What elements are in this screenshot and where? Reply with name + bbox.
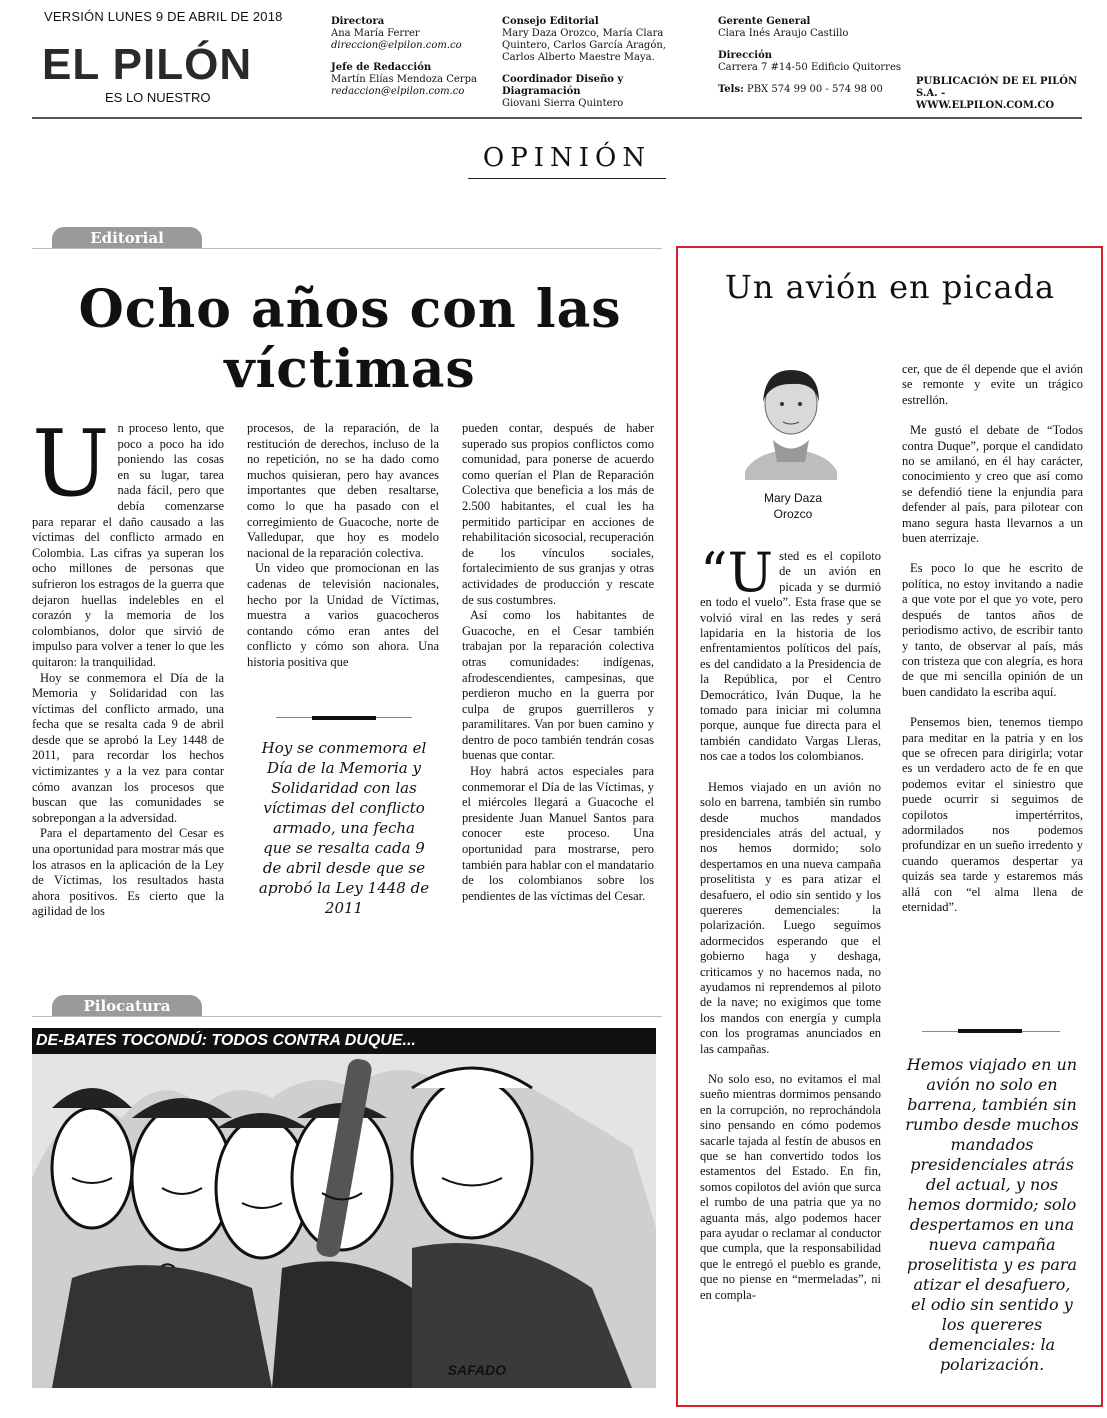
paragraph: Hemos viajado en un avión no solo en barrena, también sin rumbo desde muchos mandados presidenciales atrás del actual, y nos hemos dormido; solo despertamos en una nueva campaña proselitista y es para atizar el desafuero, el odio sin sentido y los quereres demenciales: la polarización. Luego seguimos adormecidos esperando que el gobierno haga y deshaga, criticamos y no hacemos nada, no ayudamos ni reprendemos al piloto de la nave; no exigimos que tome los mandos con energía y cumpla con los programas anunciados en las campañas. [700,779,881,1056]
paragraph: Pensemos bien, tenemos tiempo para meditar en la patria y en los que se ofrecen para dirigirla; votar es un verdadero acto de fe en que podemos evitar el siniestro que puede ocurrir si seguimos de copilotos impertérritos, adormilados nos podemos profundizar en un sueño irredento y cuando queramos despertar ya quizás sea tarde y estaremos más allá con “el alma llena de eternidad”. [902,715,1083,914]
staff-label: Tels: [718,84,744,95]
staff-name: Quintero, Carlos García Aragón, [502,40,666,51]
author-last: Orozco [773,507,813,521]
author-photo [745,362,837,480]
section-rule [468,178,666,179]
staff-consejo [502,16,692,110]
political-cartoon [32,1028,656,1388]
staff-label: Gerente General [718,16,811,27]
paragraph: pueden contar, después de haber superado sus propios conflictos como comunidad, para ponerse de acuerdo como querían el Plan de Reparación Colectiva que beneficia a los más de 2.500 habitantes, el cual les ha permitido participar en acciones de rehabilitación sicosocial, recuperación de los vínculos sociales, fortalecimiento de sus granjas y otras actividades de producción y rescate de sus costumbres. [462,421,654,607]
address: Carrera 7 #14-50 Edificio Quitorres [718,62,901,73]
staff-label: Jefe de Redacción [331,62,432,73]
paragraph: Hoy habrá actos especiales para conmemorar el Día de las Víctimas, y el miércoles llegará a Guacoche el presidente Juan Manuel Santos para conocer este proceso. Una oportunidad para mostrarse, pero también para hablar con el mandatario de los colombianos sobre los pendientes de las víctimas del Cesar. [462,764,654,903]
editorial-pullquote: Hoy se conmemora el Día de la Memoria y Solidaridad con las víctimas del conflicto armado, una fecha que se resalta cada 9 de abril desde que se aprobó la Ley 1448 de 2011 [258,739,430,917]
tag-rule [32,248,662,249]
tag-rule [32,1016,662,1017]
newspaper-slogan: ES LO NUESTRO [105,90,211,105]
staff-email: direccion@elpilon.com.co [331,40,462,51]
cartoon-illustration [32,1028,656,1388]
staff-name: Giovani Sierra Quintero [502,98,624,109]
editorial-column-1 [32,410,224,920]
author-first: Mary Daza [763,491,822,505]
staff-label: Directora [331,16,385,27]
paragraph: sted es el copiloto de un avión en picada y se durmió en todo el vuelo”. Esta frase que se volvió viral en las redes y será lapidaria en la historia de los enfrentamientos políticos del país, es del candidato a la Presidencia de la República, por el Centro Democrático, Iván Duque, la he tomado para iniciar mi columna porque, aunque fue directa para el también candidato Vargas Lleras, nos cae a todos los colombianos. [700,549,881,764]
staff-name: Martín Elías Mendoza Cerpa [331,74,477,85]
column-left-text [700,541,881,1318]
cartoon-tag: Pilocatura [52,995,202,1017]
paragraph: No solo eso, no evitamos el mal sueño mientras dormimos pensando en la corrupción, no reprochándola sino pensando en cómo podemos sacarle tajada al festín de abusos en que se han convertido todos los estamentos del Estado. En fin, somos copilotos del avión que surca el rumbo de una patria que ya no aguanta más, algo podemos hacer para ayudar o reclamar al conductor que cumpla, que la responsabilidad que le entregó el pueblo es grande, que no piense en “mermeladas”, ni en compla- [700,1072,881,1302]
paragraph: Así como los habitantes de Guacoche, en el Cesar también trabajan por la reparación colectiva otras comunidades: indígenas, afrodescendientes, campesinas, que perdieron mucho en la guerra por culpa de grupos guerrilleros y paramilitares. Van por buen camino y dentro de poco también tendrán cosas buenas que contar. [462,608,654,763]
paragraph: Un video que promocionan en las cadenas de televisión nacionales, hecho por la Unidad de Víctimas, muestra a varios guacocheros contando cómo eran antes del conflicto y cómo son ahora. Una historia positiva que [247,561,439,669]
edition-date: VERSIÓN LUNES 9 DE ABRIL DE 2018 [44,9,283,24]
paragraph: Me gustó el debate de “Todos contra Duque”, porque el candidato no se amilanó, en él hay carácter, conocimiento y creo que así como se defendió tiene la enjundia para defender al país, para pilotear con mano segura hasta llevarnos a un buen aterrizaje. [902,423,1083,546]
editorial-headline: Ocho años con las víctimas [78,279,622,400]
drop-cap: U [32,410,110,517]
publisher-info [916,76,1086,112]
cartoon-title: DE-BATES TOCONDÚ: TODOS CONTRA DUQUE... [32,1028,656,1054]
staff-label: Dirección [718,50,773,61]
paragraph: n proceso lento, que poco a poco ha ido poniendo las cosas en su lugar, tarea nada fácil, pero que debía comenzarse para reparar el daño causado a las víctimas del conflicto armado en Colombia. Las cifras ya superan los ocho millones de personas que sufrieron los estragos de la guerra que dejaron huellas indelebles en el corazón y la memoria de los colombianos, dolor que sirvió de impulso para volver a tener lo que les quitaron: la tranquilidad. [32,421,224,669]
pullquote-bar [958,1029,1022,1033]
staff-email: redaccion@elpilon.com.co [331,86,465,97]
paragraph: Hoy se conmemora el Día de la Memoria y Solidaridad con las víctimas del conflicto armado, una fecha que se resalta cada 9 de abril desde que se aprobó la Ley 1448 de 2011, para recordar los hechos victimizantes y a la vez para contar cómo avanzan los procesos que buscan que las comunidades se sobrepongan a la adversidad. [32,670,224,825]
staff-name: Carlos Alberto Maestre Maya. [502,52,655,63]
cartoonist-signature: SAFADO [447,1362,506,1378]
column-right-text [902,362,1083,930]
paragraph: Para el departamento del Cesar es una oportunidad para mostrar más que los atrasos en la aplicación de la Ley de Víctimas, los resultados hasta ahora positivos. Es cierto que la agilidad de los [32,826,224,919]
editorial-column-2 [247,421,439,671]
staff-gerente [718,16,908,96]
drop-quote: “U [700,541,774,604]
masthead-rule [32,117,1082,119]
paragraph: cer, que de él depende que el avión se remonte y evite un trágico estrellón. [902,362,1083,407]
column-title: Un avión en picada [724,268,1056,306]
publisher-url[interactable]: WWW.ELPILON.COM.CO [916,100,1055,111]
staff-name: Mary Daza Orozco, María Clara [502,28,664,39]
publisher-name: PUBLICACIÓN DE EL PILÓN S.A. - [916,76,1078,99]
staff-name: Ana María Ferrer [331,28,420,39]
pullquote-bar [312,716,376,720]
paragraph: Es poco lo que he escrito de política, no estoy invitando a nadie a que vote por el que yo vote, pero después de tantos años de periodismo activo, de escribir tanto y tanto, de observar al país, más con tristeza que con alegría, es hora de que mi sencilla opinión de un buen candidato la escriba aquí. [902,561,1083,699]
phone: PBX 574 99 00 - 574 98 00 [746,84,883,95]
editorial-column-3 [462,421,654,904]
paragraph: procesos, de la reparación, de la restitución de derechos, incluso de la no repetición, no se ha dado como muchos quisieran, pero hay avances importantes que deben resaltarse, como lo que ha pasado con el corregimiento de Guacoche, norte de Valledupar, que hoy es modelo nacional de la reparación colectiva. [247,421,439,560]
column-pullquote: Hemos viajado en un avión no solo en barrena, también sin rumbo desde muchos mandados presidenciales atrás del actual, y nos hemos dormido; solo despertamos en una nueva campaña proselitista y es para atizar el desafuero, el odio sin sentido y los quereres demenciales: la polarización. [905,1055,1079,1374]
section-title: OPINIÓN [482,143,652,173]
editorial-tag: Editorial [52,227,202,249]
staff-label: Consejo Editorial [502,16,599,27]
staff-directora [331,16,491,98]
staff-name: Clara Inés Araujo Castillo [718,28,849,39]
staff-label: Coordinador Diseño y Diagramación [502,74,624,97]
newspaper-logo: EL PILÓN [42,40,253,89]
author-name [740,490,846,522]
